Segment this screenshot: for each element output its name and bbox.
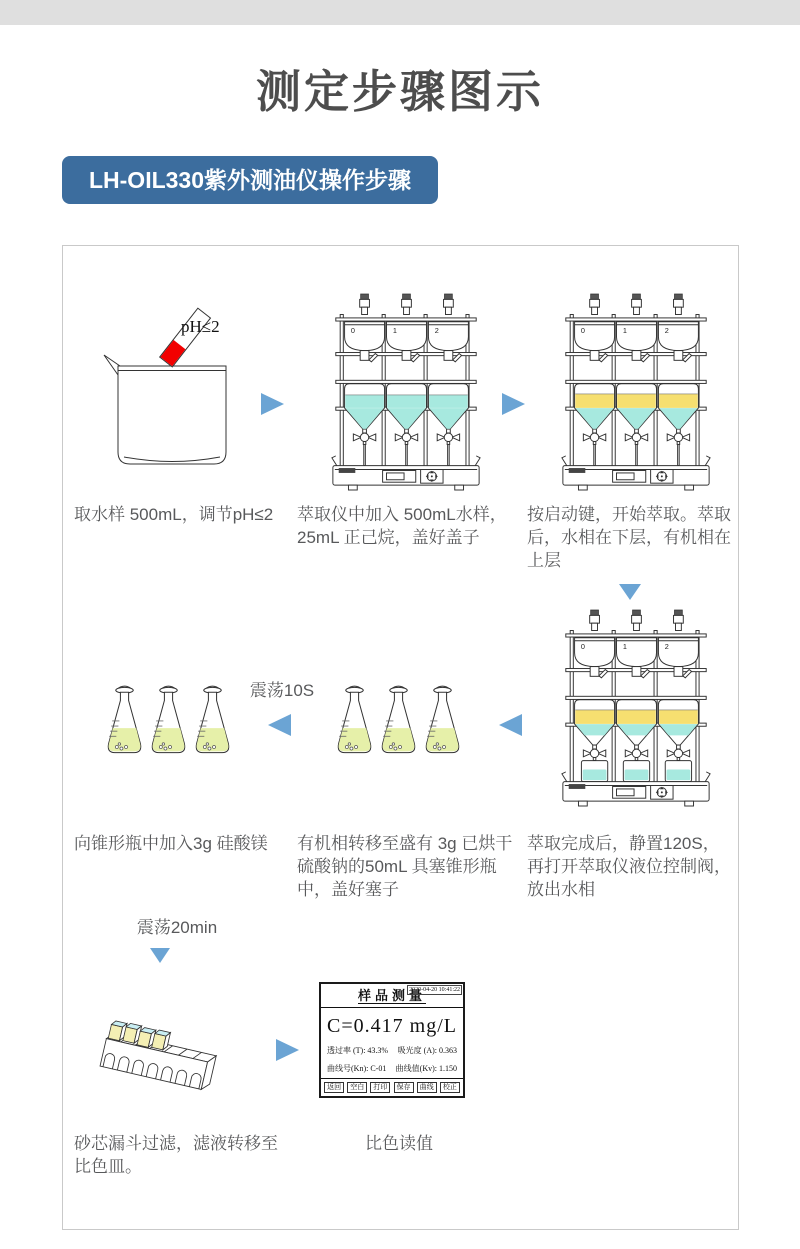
instrument-screen [319,982,465,1098]
screen-curve-value: 曲线值(Kv): 1.150 [395,1064,457,1073]
screen-button-print: 打印 [370,1082,390,1093]
flow-arrow-right-2 [502,393,525,415]
ph-label: pH≤2 [181,317,220,336]
caption-step3: 按启动键，开始萃取。萃取后，水相在下层，有机相在上层 [527,505,731,570]
caption-step8: 比色读值 [365,1134,433,1153]
screen-result-value: C=0.417 mg/L [327,1015,457,1037]
screen-button-curve: 曲线 [417,1082,437,1093]
caption-step7: 砂芯漏斗过滤，滤液转移至比色皿。 [74,1134,278,1176]
shake-10s-label: 震荡10S [249,681,315,700]
flow-arrow-right-3 [276,1039,299,1061]
caption-step2: 萃取仪中加入 500mL水样，25mL 正己烷，盖好盖子 [297,505,507,547]
caption-step6: 向锥形瓶中加入3g 硅酸镁 [74,834,268,853]
flow-arrow-down-1 [619,584,641,600]
cuvette-rack-illustration [96,1000,228,1098]
beaker-illustration [78,300,238,485]
screen-title: 样品测量 [357,988,426,1003]
screen-transmittance: 透过率 (T): 43.3% [327,1046,389,1055]
flask-group-middle [332,681,465,767]
extractor-step2 [328,292,484,493]
screen-header [321,984,463,1008]
caption-step1: 取水样 500mL，调节pH≤2 [74,505,274,524]
flow-arrow-right-1 [261,393,284,415]
extractor-step3 [558,292,714,493]
screen-absorbance: 吸光度 (A): 0.363 [397,1046,457,1055]
product-banner: LH-OIL330紫外测油仪操作步骤 [62,156,438,204]
screen-button-back: 返回 [324,1082,344,1093]
page-title: 测定步骤图示 [255,66,544,117]
flow-arrow-down-2 [150,948,170,963]
caption-step5: 有机相转移至盛有 3g 已烘干硫酸钠的50mL 具塞锥形瓶中，盖好塞子 [297,834,513,899]
flask-group-left [102,681,235,767]
screen-curve-no: 曲线号(Kn): C-01 [327,1064,387,1073]
screen-button-blank: 空白 [347,1082,367,1093]
shake-20min-label: 震荡20min [136,918,218,937]
screen-button-calibrate: 校正 [440,1082,460,1093]
screen-button-save: 保存 [394,1082,414,1093]
screen-button-bar [321,1078,463,1096]
extractor-step4 [558,608,714,809]
screen-timestamp: 2020-04-20 10:41:22 [409,987,460,993]
caption-step4: 萃取完成后，静置120S，再打开萃取仪液位控制阀，放出水相 [527,834,731,899]
flow-arrow-left-2 [499,714,522,736]
flow-arrow-left-1 [268,714,291,736]
top-band [0,0,800,25]
